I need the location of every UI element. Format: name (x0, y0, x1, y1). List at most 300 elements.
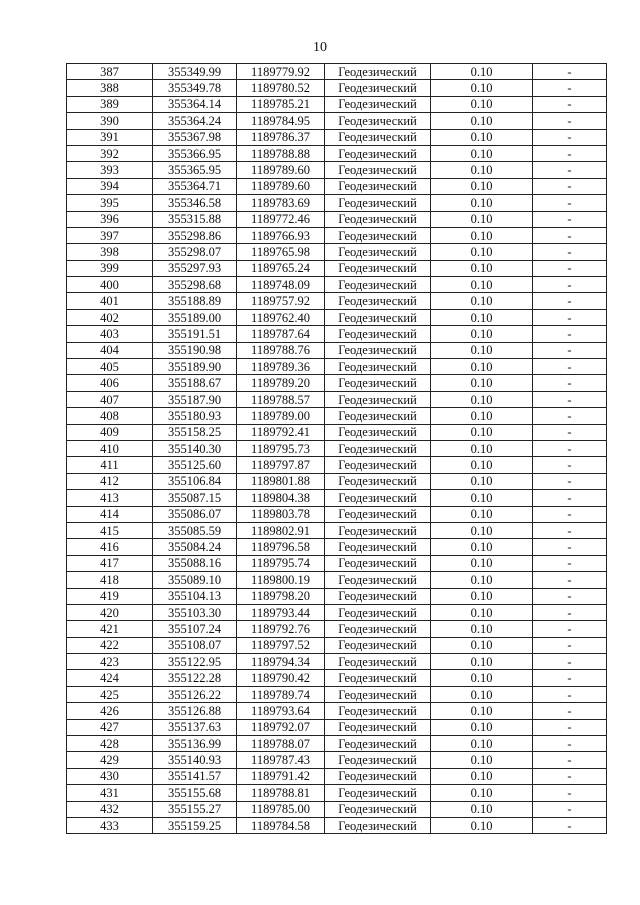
x-coordinate-cell: 355298.68 (153, 277, 237, 293)
point-number-cell: 422 (67, 637, 153, 653)
table-row (67, 391, 607, 407)
description-cell: - (533, 326, 607, 342)
y-coordinate-cell: 1189792.76 (237, 621, 325, 637)
y-coordinate-cell: 1189789.00 (237, 408, 325, 424)
x-coordinate-cell: 355085.59 (153, 522, 237, 538)
accuracy-cell: 0.10 (431, 588, 533, 604)
method-cell: Геодезический (325, 391, 431, 407)
table-row (67, 572, 607, 588)
x-coordinate-cell: 355126.22 (153, 686, 237, 702)
coordinates-table-body (67, 64, 607, 834)
x-coordinate-cell: 355180.93 (153, 408, 237, 424)
page-number: 10 (313, 40, 327, 55)
table-row (67, 736, 607, 752)
accuracy-cell: 0.10 (431, 162, 533, 178)
accuracy-cell: 0.10 (431, 64, 533, 80)
method-cell: Геодезический (325, 64, 431, 80)
table-row (67, 654, 607, 670)
method-cell: Геодезический (325, 506, 431, 522)
point-number-cell: 387 (67, 64, 153, 80)
description-cell: - (533, 703, 607, 719)
x-coordinate-cell: 355137.63 (153, 719, 237, 735)
point-number-cell: 395 (67, 195, 153, 211)
accuracy-cell: 0.10 (431, 342, 533, 358)
method-cell: Геодезический (325, 195, 431, 211)
description-cell: - (533, 473, 607, 489)
table-row (67, 96, 607, 112)
accuracy-cell: 0.10 (431, 195, 533, 211)
y-coordinate-cell: 1189795.74 (237, 555, 325, 571)
x-coordinate-cell: 355136.99 (153, 736, 237, 752)
method-cell: Геодезический (325, 326, 431, 342)
point-number-cell: 428 (67, 736, 153, 752)
accuracy-cell: 0.10 (431, 801, 533, 817)
y-coordinate-cell: 1189766.93 (237, 227, 325, 243)
description-cell: - (533, 96, 607, 112)
table-row (67, 80, 607, 96)
y-coordinate-cell: 1189795.73 (237, 440, 325, 456)
table-row (67, 277, 607, 293)
y-coordinate-cell: 1189789.20 (237, 375, 325, 391)
description-cell: - (533, 408, 607, 424)
description-cell: - (533, 637, 607, 653)
method-cell: Геодезический (325, 457, 431, 473)
accuracy-cell: 0.10 (431, 736, 533, 752)
description-cell: - (533, 490, 607, 506)
point-number-cell: 406 (67, 375, 153, 391)
method-cell: Геодезический (325, 424, 431, 440)
y-coordinate-cell: 1189785.21 (237, 96, 325, 112)
accuracy-cell: 0.10 (431, 473, 533, 489)
x-coordinate-cell: 355191.51 (153, 326, 237, 342)
description-cell: - (533, 211, 607, 227)
accuracy-cell: 0.10 (431, 621, 533, 637)
table-row (67, 440, 607, 456)
point-number-cell: 427 (67, 719, 153, 735)
x-coordinate-cell: 355126.88 (153, 703, 237, 719)
table-row (67, 637, 607, 653)
y-coordinate-cell: 1189786.37 (237, 129, 325, 145)
accuracy-cell: 0.10 (431, 490, 533, 506)
y-coordinate-cell: 1189788.57 (237, 391, 325, 407)
method-cell: Геодезический (325, 145, 431, 161)
point-number-cell: 407 (67, 391, 153, 407)
accuracy-cell: 0.10 (431, 96, 533, 112)
y-coordinate-cell: 1189765.98 (237, 244, 325, 260)
point-number-cell: 426 (67, 703, 153, 719)
x-coordinate-cell: 355298.86 (153, 227, 237, 243)
point-number-cell: 421 (67, 621, 153, 637)
accuracy-cell: 0.10 (431, 506, 533, 522)
accuracy-cell: 0.10 (431, 424, 533, 440)
y-coordinate-cell: 1189801.88 (237, 473, 325, 489)
table-row (67, 490, 607, 506)
description-cell: - (533, 588, 607, 604)
method-cell: Геодезический (325, 129, 431, 145)
method-cell: Геодезический (325, 555, 431, 571)
y-coordinate-cell: 1189796.58 (237, 539, 325, 555)
table-row (67, 244, 607, 260)
coordinates-table (66, 63, 607, 834)
accuracy-cell: 0.10 (431, 391, 533, 407)
description-cell: - (533, 654, 607, 670)
y-coordinate-cell: 1189794.34 (237, 654, 325, 670)
table-row (67, 309, 607, 325)
method-cell: Геодезический (325, 801, 431, 817)
method-cell: Геодезический (325, 522, 431, 538)
y-coordinate-cell: 1189802.91 (237, 522, 325, 538)
description-cell: - (533, 572, 607, 588)
description-cell: - (533, 80, 607, 96)
method-cell: Геодезический (325, 654, 431, 670)
y-coordinate-cell: 1189788.07 (237, 736, 325, 752)
table-row (67, 473, 607, 489)
method-cell: Геодезический (325, 375, 431, 391)
y-coordinate-cell: 1189790.42 (237, 670, 325, 686)
y-coordinate-cell: 1189788.88 (237, 145, 325, 161)
y-coordinate-cell: 1189787.64 (237, 326, 325, 342)
table-row (67, 293, 607, 309)
x-coordinate-cell: 355159.25 (153, 817, 237, 833)
description-cell: - (533, 604, 607, 620)
method-cell: Геодезический (325, 539, 431, 555)
y-coordinate-cell: 1189789.36 (237, 359, 325, 375)
point-number-cell: 401 (67, 293, 153, 309)
x-coordinate-cell: 355104.13 (153, 588, 237, 604)
method-cell: Геодезический (325, 211, 431, 227)
point-number-cell: 411 (67, 457, 153, 473)
accuracy-cell: 0.10 (431, 817, 533, 833)
accuracy-cell: 0.10 (431, 604, 533, 620)
table-row (67, 588, 607, 604)
accuracy-cell: 0.10 (431, 654, 533, 670)
method-cell: Геодезический (325, 588, 431, 604)
table-row (67, 703, 607, 719)
method-cell: Геодезический (325, 96, 431, 112)
accuracy-cell: 0.10 (431, 244, 533, 260)
point-number-cell: 402 (67, 309, 153, 325)
accuracy-cell: 0.10 (431, 555, 533, 571)
y-coordinate-cell: 1189784.95 (237, 113, 325, 129)
y-coordinate-cell: 1189789.74 (237, 686, 325, 702)
y-coordinate-cell: 1189772.46 (237, 211, 325, 227)
y-coordinate-cell: 1189789.60 (237, 162, 325, 178)
method-cell: Геодезический (325, 293, 431, 309)
point-number-cell: 412 (67, 473, 153, 489)
accuracy-cell: 0.10 (431, 703, 533, 719)
accuracy-cell: 0.10 (431, 129, 533, 145)
method-cell: Геодезический (325, 703, 431, 719)
x-coordinate-cell: 355108.07 (153, 637, 237, 653)
point-number-cell: 433 (67, 817, 153, 833)
point-number-cell: 397 (67, 227, 153, 243)
description-cell: - (533, 719, 607, 735)
point-number-cell: 416 (67, 539, 153, 555)
x-coordinate-cell: 355155.27 (153, 801, 237, 817)
x-coordinate-cell: 355086.07 (153, 506, 237, 522)
description-cell: - (533, 375, 607, 391)
table-row (67, 621, 607, 637)
method-cell: Геодезический (325, 309, 431, 325)
accuracy-cell: 0.10 (431, 293, 533, 309)
method-cell: Геодезический (325, 473, 431, 489)
point-number-cell: 420 (67, 604, 153, 620)
method-cell: Геодезический (325, 342, 431, 358)
point-number-cell: 392 (67, 145, 153, 161)
description-cell: - (533, 145, 607, 161)
method-cell: Геодезический (325, 440, 431, 456)
method-cell: Геодезический (325, 637, 431, 653)
method-cell: Геодезический (325, 604, 431, 620)
point-number-cell: 396 (67, 211, 153, 227)
method-cell: Геодезический (325, 490, 431, 506)
accuracy-cell: 0.10 (431, 785, 533, 801)
table-row (67, 719, 607, 735)
x-coordinate-cell: 355158.25 (153, 424, 237, 440)
x-coordinate-cell: 355125.60 (153, 457, 237, 473)
y-coordinate-cell: 1189792.41 (237, 424, 325, 440)
table-row (67, 162, 607, 178)
description-cell: - (533, 817, 607, 833)
accuracy-cell: 0.10 (431, 375, 533, 391)
table-row (67, 801, 607, 817)
accuracy-cell: 0.10 (431, 522, 533, 538)
accuracy-cell: 0.10 (431, 309, 533, 325)
table-row (67, 113, 607, 129)
point-number-cell: 404 (67, 342, 153, 358)
method-cell: Геодезический (325, 572, 431, 588)
y-coordinate-cell: 1189800.19 (237, 572, 325, 588)
y-coordinate-cell: 1189788.76 (237, 342, 325, 358)
accuracy-cell: 0.10 (431, 752, 533, 768)
description-cell: - (533, 359, 607, 375)
description-cell: - (533, 342, 607, 358)
point-number-cell: 418 (67, 572, 153, 588)
method-cell: Геодезический (325, 244, 431, 260)
point-number-cell: 413 (67, 490, 153, 506)
x-coordinate-cell: 355349.99 (153, 64, 237, 80)
point-number-cell: 430 (67, 768, 153, 784)
description-cell: - (533, 539, 607, 555)
table-row (67, 195, 607, 211)
table-row (67, 178, 607, 194)
accuracy-cell: 0.10 (431, 408, 533, 424)
point-number-cell: 403 (67, 326, 153, 342)
description-cell: - (533, 686, 607, 702)
x-coordinate-cell: 355315.88 (153, 211, 237, 227)
point-number-cell: 417 (67, 555, 153, 571)
accuracy-cell: 0.10 (431, 539, 533, 555)
y-coordinate-cell: 1189748.09 (237, 277, 325, 293)
method-cell: Геодезический (325, 113, 431, 129)
x-coordinate-cell: 355189.00 (153, 309, 237, 325)
table-row (67, 211, 607, 227)
table-row (67, 359, 607, 375)
point-number-cell: 419 (67, 588, 153, 604)
x-coordinate-cell: 355367.98 (153, 129, 237, 145)
table-row (67, 64, 607, 80)
point-number-cell: 390 (67, 113, 153, 129)
method-cell: Геодезический (325, 785, 431, 801)
description-cell: - (533, 195, 607, 211)
x-coordinate-cell: 355364.71 (153, 178, 237, 194)
x-coordinate-cell: 355122.95 (153, 654, 237, 670)
table-row (67, 785, 607, 801)
method-cell: Геодезический (325, 670, 431, 686)
point-number-cell: 409 (67, 424, 153, 440)
y-coordinate-cell: 1189788.81 (237, 785, 325, 801)
accuracy-cell: 0.10 (431, 359, 533, 375)
x-coordinate-cell: 355141.57 (153, 768, 237, 784)
y-coordinate-cell: 1189765.24 (237, 260, 325, 276)
method-cell: Геодезический (325, 752, 431, 768)
table-row (67, 817, 607, 833)
point-number-cell: 410 (67, 440, 153, 456)
point-number-cell: 408 (67, 408, 153, 424)
description-cell: - (533, 670, 607, 686)
point-number-cell: 429 (67, 752, 153, 768)
x-coordinate-cell: 355187.90 (153, 391, 237, 407)
x-coordinate-cell: 355087.15 (153, 490, 237, 506)
table-row (67, 539, 607, 555)
table-row (67, 686, 607, 702)
accuracy-cell: 0.10 (431, 211, 533, 227)
x-coordinate-cell: 355297.93 (153, 260, 237, 276)
y-coordinate-cell: 1189787.43 (237, 752, 325, 768)
table-row (67, 604, 607, 620)
description-cell: - (533, 736, 607, 752)
y-coordinate-cell: 1189797.52 (237, 637, 325, 653)
point-number-cell: 431 (67, 785, 153, 801)
x-coordinate-cell: 355106.84 (153, 473, 237, 489)
accuracy-cell: 0.10 (431, 260, 533, 276)
accuracy-cell: 0.10 (431, 227, 533, 243)
x-coordinate-cell: 355364.24 (153, 113, 237, 129)
table-row (67, 522, 607, 538)
description-cell: - (533, 440, 607, 456)
table-row (67, 326, 607, 342)
method-cell: Геодезический (325, 408, 431, 424)
x-coordinate-cell: 355140.93 (153, 752, 237, 768)
point-number-cell: 398 (67, 244, 153, 260)
description-cell: - (533, 162, 607, 178)
method-cell: Геодезический (325, 359, 431, 375)
table-row (67, 408, 607, 424)
description-cell: - (533, 293, 607, 309)
accuracy-cell: 0.10 (431, 686, 533, 702)
point-number-cell: 391 (67, 129, 153, 145)
description-cell: - (533, 277, 607, 293)
description-cell: - (533, 244, 607, 260)
method-cell: Геодезический (325, 719, 431, 735)
table-row (67, 342, 607, 358)
x-coordinate-cell: 355364.14 (153, 96, 237, 112)
x-coordinate-cell: 355189.90 (153, 359, 237, 375)
point-number-cell: 432 (67, 801, 153, 817)
description-cell: - (533, 752, 607, 768)
x-coordinate-cell: 355346.58 (153, 195, 237, 211)
y-coordinate-cell: 1189791.42 (237, 768, 325, 784)
point-number-cell: 414 (67, 506, 153, 522)
table-row (67, 260, 607, 276)
table-row (67, 227, 607, 243)
y-coordinate-cell: 1189793.64 (237, 703, 325, 719)
point-number-cell: 389 (67, 96, 153, 112)
accuracy-cell: 0.10 (431, 326, 533, 342)
x-coordinate-cell: 355103.30 (153, 604, 237, 620)
description-cell: - (533, 227, 607, 243)
x-coordinate-cell: 355122.28 (153, 670, 237, 686)
description-cell: - (533, 260, 607, 276)
point-number-cell: 400 (67, 277, 153, 293)
y-coordinate-cell: 1189804.38 (237, 490, 325, 506)
y-coordinate-cell: 1189780.52 (237, 80, 325, 96)
description-cell: - (533, 178, 607, 194)
method-cell: Геодезический (325, 621, 431, 637)
method-cell: Геодезический (325, 227, 431, 243)
table-row (67, 752, 607, 768)
x-coordinate-cell: 355365.95 (153, 162, 237, 178)
description-cell: - (533, 64, 607, 80)
table-row (67, 145, 607, 161)
x-coordinate-cell: 355188.67 (153, 375, 237, 391)
accuracy-cell: 0.10 (431, 277, 533, 293)
point-number-cell: 394 (67, 178, 153, 194)
y-coordinate-cell: 1189785.00 (237, 801, 325, 817)
table-row (67, 768, 607, 784)
y-coordinate-cell: 1189783.69 (237, 195, 325, 211)
description-cell: - (533, 424, 607, 440)
y-coordinate-cell: 1189803.78 (237, 506, 325, 522)
accuracy-cell: 0.10 (431, 113, 533, 129)
description-cell: - (533, 522, 607, 538)
method-cell: Геодезический (325, 768, 431, 784)
x-coordinate-cell: 355298.07 (153, 244, 237, 260)
description-cell: - (533, 801, 607, 817)
method-cell: Геодезический (325, 80, 431, 96)
accuracy-cell: 0.10 (431, 145, 533, 161)
y-coordinate-cell: 1189784.58 (237, 817, 325, 833)
description-cell: - (533, 391, 607, 407)
table-row (67, 457, 607, 473)
point-number-cell: 424 (67, 670, 153, 686)
table-row (67, 129, 607, 145)
y-coordinate-cell: 1189793.44 (237, 604, 325, 620)
table-row (67, 670, 607, 686)
description-cell: - (533, 309, 607, 325)
accuracy-cell: 0.10 (431, 440, 533, 456)
x-coordinate-cell: 355349.78 (153, 80, 237, 96)
accuracy-cell: 0.10 (431, 670, 533, 686)
accuracy-cell: 0.10 (431, 719, 533, 735)
y-coordinate-cell: 1189789.60 (237, 178, 325, 194)
accuracy-cell: 0.10 (431, 637, 533, 653)
method-cell: Геодезический (325, 162, 431, 178)
method-cell: Геодезический (325, 277, 431, 293)
x-coordinate-cell: 355084.24 (153, 539, 237, 555)
x-coordinate-cell: 355188.89 (153, 293, 237, 309)
method-cell: Геодезический (325, 178, 431, 194)
accuracy-cell: 0.10 (431, 178, 533, 194)
x-coordinate-cell: 355190.98 (153, 342, 237, 358)
description-cell: - (533, 768, 607, 784)
y-coordinate-cell: 1189798.20 (237, 588, 325, 604)
accuracy-cell: 0.10 (431, 572, 533, 588)
y-coordinate-cell: 1189757.92 (237, 293, 325, 309)
point-number-cell: 425 (67, 686, 153, 702)
point-number-cell: 388 (67, 80, 153, 96)
description-cell: - (533, 785, 607, 801)
